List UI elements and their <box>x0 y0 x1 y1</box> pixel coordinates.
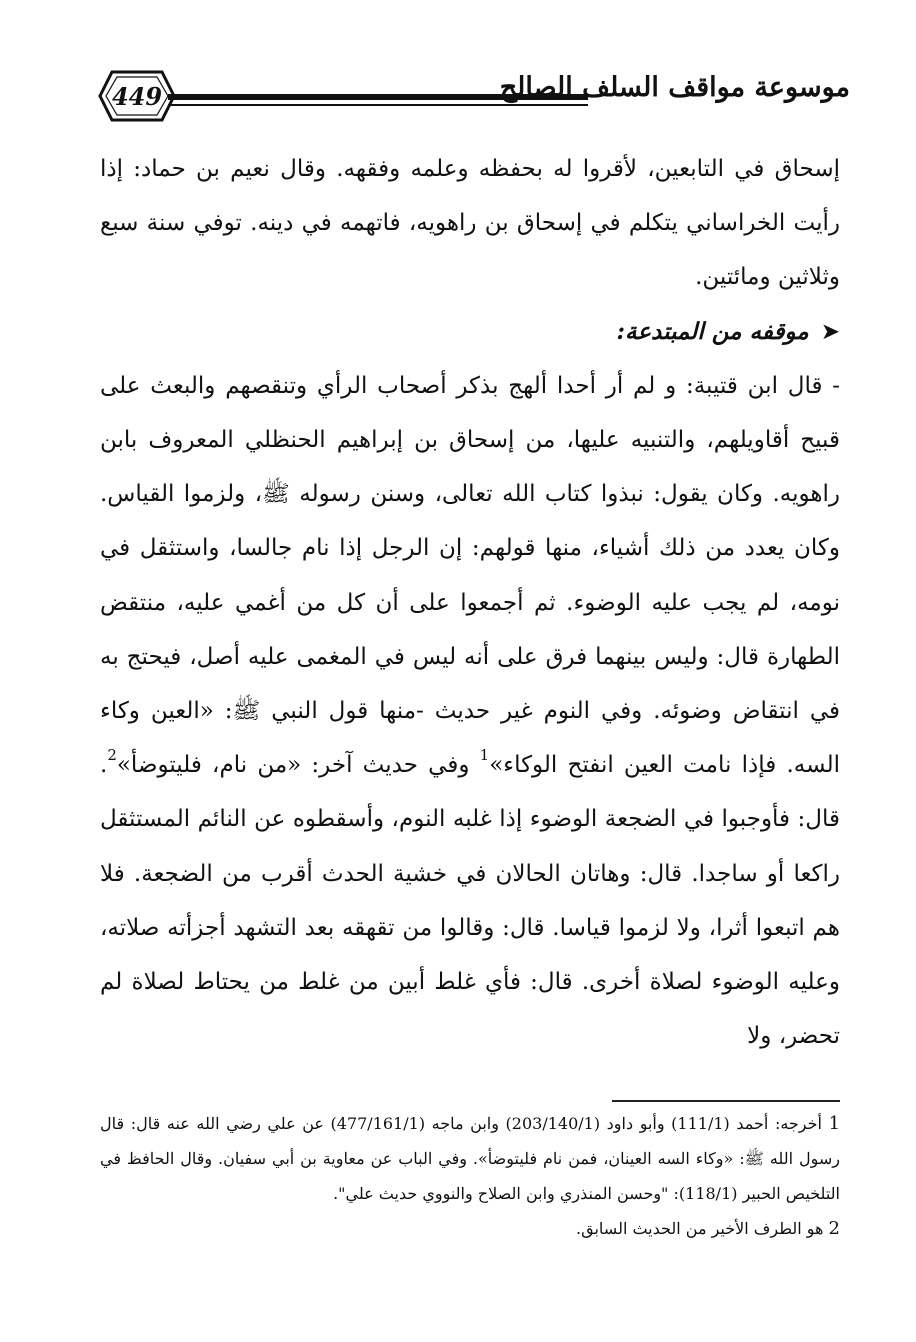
paragraph-biography-end: إسحاق في التابعين، لأقروا له بحفظه وعلمه وفقهه. وقال نعيم بن حماد: إذا رأيت الخراساني يتكلم في إسحاق بن راهويه، فاتهمه في دينه. توفي سنة سبع وثلاثين ومائتين. <box>100 156 840 291</box>
footnote-ref-1[interactable]: 1 <box>479 746 490 765</box>
page-number-badge <box>98 68 176 124</box>
paragraph-text-part-2: وفي حديث آخر: «من نام، فليتوضأ» <box>116 752 480 779</box>
footnote-2 <box>100 1211 840 1246</box>
footnote-number: 1 <box>828 1113 841 1134</box>
footnote-number: 2 <box>828 1218 840 1239</box>
main-text <box>100 142 840 1063</box>
arrow-bullet-icon: ➤ <box>820 318 840 345</box>
header-rule-thin <box>168 104 588 106</box>
footnotes <box>100 1106 840 1246</box>
footnote-text: أخرجه: أحمد (111/1) وأبو داود (203/140/1) وابن ماجه (477/161/1) عن علي رضي الله عنه قال: قال رسول الله ﷺ: «وكاء السه العينان، فمن نام فليتوضأ». وفي الباب عن معاوية بن أبي سفيان. وقال الحافظ في التلخيص الحبير (118/1): "وحسن المنذري وابن الصلاح والنووي حديث علي". <box>100 1114 840 1203</box>
footnote-divider <box>612 1100 840 1102</box>
paragraph-ibn-qutaybah <box>100 359 840 1064</box>
footnote-text: هو الطرف الأخير من الحديث السابق. <box>576 1219 829 1238</box>
page-number: 449 <box>111 82 163 111</box>
paragraph-text-part-1: - قال ابن قتيبة: و لم أر أحدا ألهج بذكر أصحاب الرأي وتنقصهم والبعث على قبيح أقاويلهم، والتنبيه عليها، من إسحاق بن إبراهيم الحنظلي المعروف بابن راهويه. وكان يقول: نبذوا كتاب الله تعالى، وسنن رسوله ﷺ، ولزموا القياس. وكان يعدد من ذلك أشياء، منها قولهم: إن الرجل إذا نام جالسا، واستثقل في نومه، لم يجب عليه الوضوء. ثم أجمعوا على أن كل من أغمي عليه، منتقض الطهارة قال: وليس بينهما فرق على أنه ليس في المغمى عليه أصل، فيحتج به في انتقاض وضوئه. وفي النوم غير حديث -منها قول النبي ﷺ: «العين وكاء السه. فإذا نامت العين انفتح الوكاء» <box>100 372 840 779</box>
footnote-ref-2[interactable]: 2 <box>107 746 117 765</box>
section-heading <box>100 305 840 359</box>
footnote-1 <box>100 1106 840 1211</box>
page-header <box>98 64 850 134</box>
section-heading-text: موقفه من المبتدعة: <box>616 317 809 345</box>
paragraph-text-part-3: . قال: فأوجبوا في الضجعة الوضوء إذا غلبه النوم، وأسقطوه عن النائم المستثقل راكعا أو ساجدا. قال: وهاتان الحالان في خشية الحدث أقرب من الضجعة. فلا هم اتبعوا أثرا، ولا لزموا قياسا. قال: وقالوا من تقهقه بعد التشهد أجزأته صلاته، وعليه الوضوء لصلاة أخرى. قال: فأي غلط أبين من غلط من يحتاط لصلاة لم تحضر، ولا <box>100 752 840 1050</box>
series-title: موسوعة مواقف السلف الصالح <box>499 72 850 103</box>
